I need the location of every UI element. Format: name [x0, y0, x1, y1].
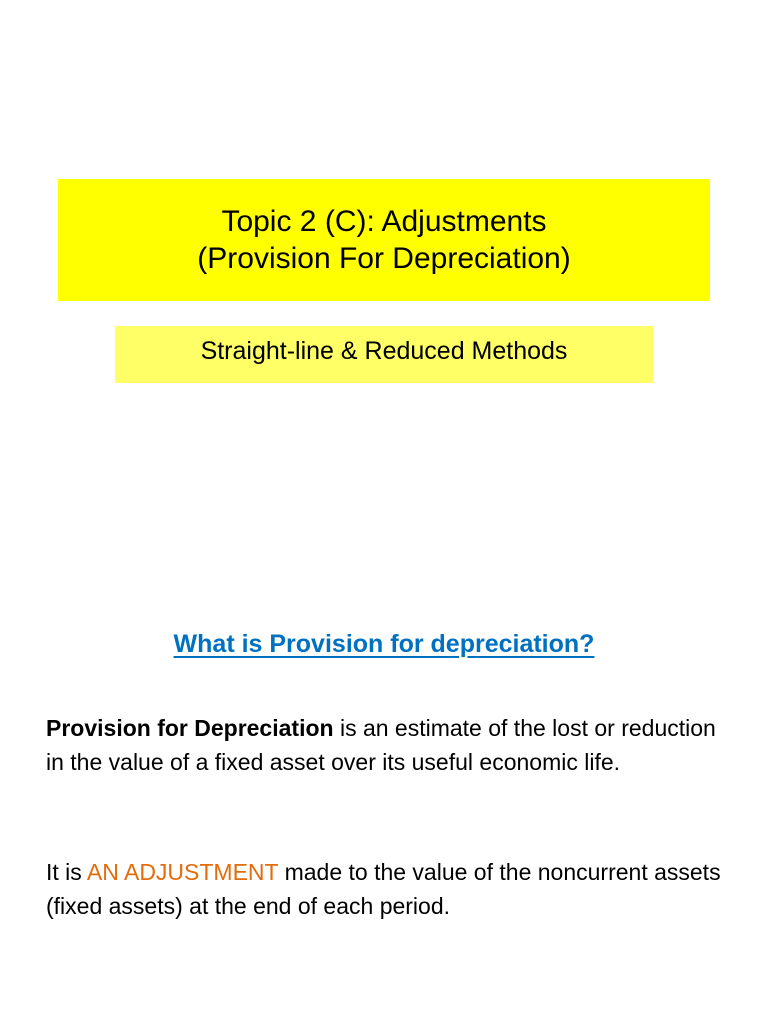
adjustment-paragraph	[46, 855, 726, 923]
title-line-2: (Provision For Depreciation)	[197, 242, 571, 275]
title-line-1: Topic 2 (C): Adjustments	[221, 205, 547, 238]
question-heading: What is Provision for depreciation?	[173, 630, 595, 658]
title-banner	[58, 179, 710, 301]
definition-paragraph	[46, 711, 726, 779]
definition-term: Provision for Depreciation	[46, 715, 334, 741]
subtitle-text: Straight-line & Reduced Methods	[200, 337, 568, 365]
adjustment-suffix: made to the value of the noncurrent assets (fixed assets) at the end of each period.	[46, 859, 721, 919]
adjustment-prefix: It is	[46, 859, 87, 885]
adjustment-highlight: AN ADJUSTMENT	[86, 859, 279, 885]
subtitle-banner	[115, 326, 653, 383]
definition-text: is an estimate of the lost or reduction in the value of a fixed asset over its useful economic life.	[46, 715, 716, 775]
